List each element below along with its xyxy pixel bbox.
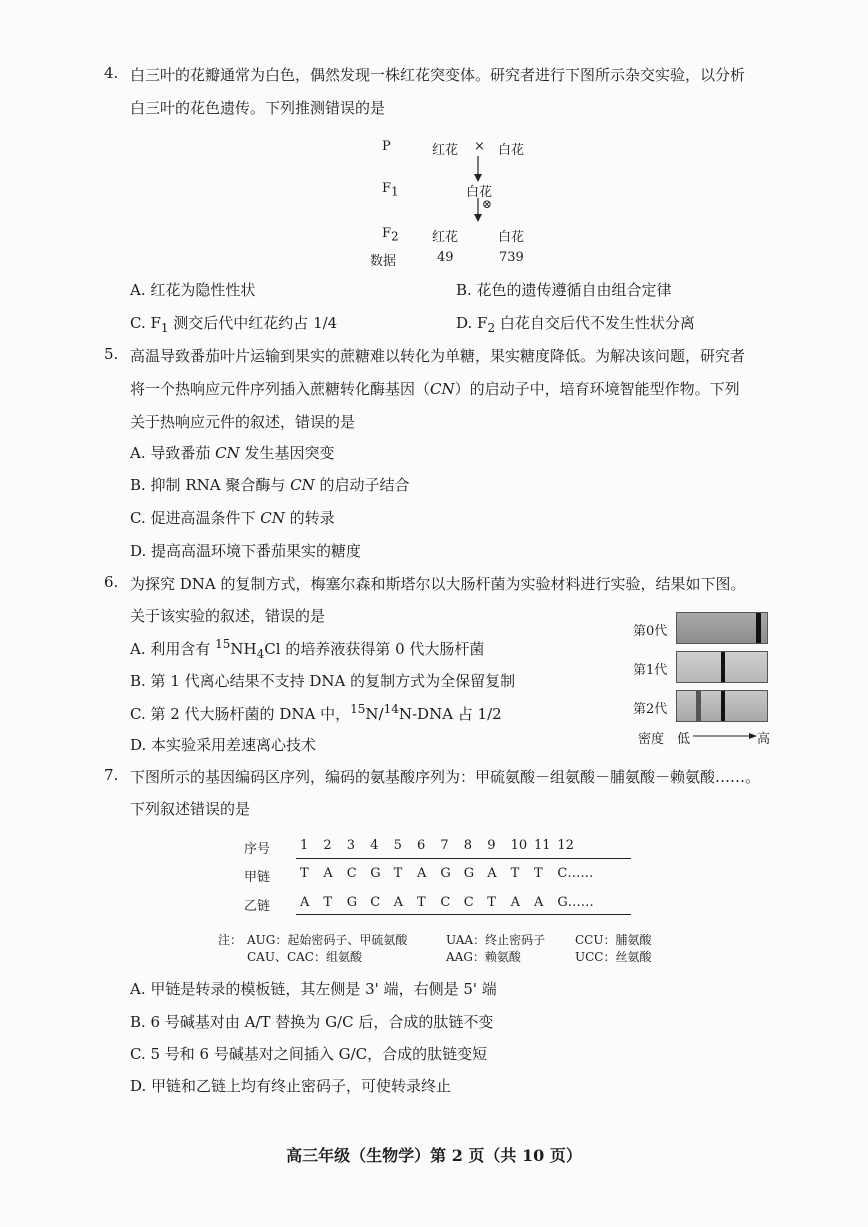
q6-option-c: C. 第 2 代大肠杆菌的 DNA 中，$^{15}$N/$^{14}$N-DNA 占 1/2 — [130, 702, 502, 723]
q7-option-c: C. 5 号和 6 号碱基对之间插入 G/C，合成的肽链变短 — [130, 1045, 488, 1063]
q4-number: 4. — [104, 64, 119, 82]
index-cell: 7 — [440, 838, 449, 853]
cross-sign: × — [474, 139, 485, 154]
chain-a-base: T — [510, 866, 520, 881]
q4-option-d: D. $F_2$ 白花自交后代不发生性状分离 — [456, 314, 695, 335]
chain-a-top-line — [296, 858, 631, 859]
gen1-tube — [676, 651, 768, 683]
index-cell: 2 — [323, 838, 332, 853]
f2-white: 白花 — [498, 230, 525, 245]
chain-b-base: T — [417, 895, 426, 910]
index-cell: 10 — [510, 838, 528, 853]
note-ucc: UCC：丝氨酸 — [575, 950, 652, 964]
gen2-light-band — [696, 691, 701, 721]
gen1-band — [721, 652, 725, 682]
q7-stem-line1: 下图所示的基因编码区序列，编码的氨基酸序列为：甲硫氨酸－组氨酸－脯氨酸－赖氨酸……。 — [130, 768, 761, 786]
page-footer: 高三年级（生物学）第 2 页（共 10 页） — [286, 1146, 582, 1165]
q5-stem-line2: 将一个热响应元件序列插入蔗糖转化酶基因（CN）的启动子中，培育环境智能型作物。下列 — [130, 380, 740, 398]
f2-red: 红花 — [432, 230, 459, 245]
q5-option-b: B. 抑制 RNA 聚合酶与 CN 的启动子结合 — [130, 476, 410, 494]
chain-b-base: T — [323, 895, 333, 910]
gen0-band — [756, 613, 761, 643]
index-cell: 1 — [300, 838, 309, 853]
q6-number: 6. — [104, 573, 119, 591]
p-red: 红花 — [432, 143, 459, 158]
chain-b-base: C — [370, 895, 381, 910]
chain-a-base: A — [417, 866, 427, 881]
gen2-hybrid-band — [721, 691, 725, 721]
chain-a-base: C — [346, 866, 357, 881]
q7-number: 7. — [104, 766, 119, 784]
chain-a-base: G — [463, 866, 475, 881]
chain-b-base: G…… — [557, 895, 594, 910]
note-uaa: UAA：终止密码子 — [446, 933, 546, 947]
f1-label: $F_1$ — [382, 181, 399, 199]
note-ccu: CCU：脯氨酸 — [575, 933, 652, 947]
chain-b-base: T — [487, 895, 496, 910]
chain-a-base: G — [370, 866, 381, 881]
density-label: 密度 — [638, 732, 665, 747]
note-prefix: 注： — [218, 933, 243, 947]
q7-option-b: B. 6 号碱基对由 A/T 替换为 G/C 后，合成的肽链不变 — [130, 1013, 494, 1031]
index-cell: 6 — [417, 838, 426, 853]
chain-b-base: C — [463, 895, 474, 910]
q6-stem-line1: 为探究 DNA 的复制方式，梅塞尔森和斯塔尔以大肠杆菌为实验材料进行实验，结果如下图。 — [130, 575, 746, 593]
f1-white: 白花 — [466, 185, 493, 200]
chain-b-base: C — [440, 895, 451, 910]
q4-stem-line2: 白三叶的花色遗传。下列推测错误的是 — [130, 99, 386, 117]
chain-a-base: A — [487, 866, 497, 881]
chain-a-base: C…… — [557, 866, 594, 881]
q7-option-a: A. 甲链是转录的模板链，其左侧是 3' 端，右侧是 5' 端 — [130, 980, 497, 998]
q5-number: 5. — [104, 345, 119, 363]
q5-option-d: D. 提高高温环境下番茄果实的糖度 — [130, 542, 362, 560]
index-cell: 11 — [534, 838, 551, 853]
note-aag: AAG：赖氨酸 — [446, 950, 521, 964]
chain-b-label: 乙链 — [244, 899, 271, 914]
chain-b-bottom-line — [296, 914, 631, 915]
index-cell: 5 — [393, 838, 402, 853]
index-label: 序号 — [244, 842, 271, 857]
gen0-tube — [676, 612, 768, 644]
chain-a-base: T — [300, 866, 309, 881]
note-aug: AUG：起始密码子、甲硫氨酸 — [247, 933, 408, 947]
chain-a-base: G — [440, 866, 451, 881]
arrow-down-icon — [472, 156, 484, 182]
chain-a-base: T — [393, 866, 403, 881]
index-cell: 9 — [487, 838, 496, 853]
gen0-label: 第0代 — [633, 624, 668, 639]
q6-option-a: A. 利用含有 $^{15}NH_4Cl$ 的培养液获得第 0 代大肠杆菌 — [130, 637, 485, 661]
chain-b-base: A — [300, 895, 310, 910]
q5-option-a: A. 导致番茄 CN 发生基因突变 — [130, 444, 335, 462]
index-cell: 12 — [557, 838, 574, 853]
q5-stem-line1: 高温导致番茄叶片运输到果实的蔗糖难以转化为单糖，果实糖度降低。为解决该问题，研究者 — [130, 347, 746, 365]
q4-option-c: C. $F_1$ 测交后代中红花约占 1/4 — [130, 314, 338, 335]
chain-b-base: G — [346, 895, 358, 910]
index-cell: 4 — [370, 838, 379, 853]
chain-b-base: A — [534, 895, 544, 910]
p-label: P — [382, 139, 391, 154]
q5-stem-line3: 关于热响应元件的叙述，错误的是 — [130, 413, 356, 431]
chain-a-label: 甲链 — [244, 870, 271, 885]
index-cell: 8 — [463, 838, 473, 853]
count-white: 739 — [499, 250, 524, 265]
density-low: 低 — [677, 732, 691, 747]
chain-a-base: A — [323, 866, 333, 881]
chain-b-base: A — [510, 895, 520, 910]
chain-b-base: A — [393, 895, 403, 910]
count-red: 49 — [437, 250, 454, 265]
note-cau-cac: CAU、CAC：组氨酸 — [247, 950, 362, 964]
p-white: 白花 — [498, 143, 525, 158]
gen2-tube — [676, 690, 768, 722]
chain-a-base: T — [534, 866, 543, 881]
gen2-label: 第2代 — [633, 702, 668, 717]
density-high: 高 — [757, 732, 771, 747]
count-label: 数据 — [370, 254, 397, 269]
q4-stem-line1: 白三叶的花瓣通常为白色，偶然发现一株红花突变体。研究者进行下图所示杂交实验，以分析 — [130, 66, 746, 84]
q7-option-d: D. 甲链和乙链上均有终止密码子，可使转录终止 — [130, 1077, 452, 1095]
q7-stem-line2: 下列叙述错误的是 — [130, 800, 251, 818]
f2-label: $F_2$ — [382, 226, 399, 244]
q6-option-d: D. 本实验采用差速离心技术 — [130, 736, 317, 754]
selfing-icon: ⊗ — [482, 197, 493, 211]
gen1-label: 第1代 — [633, 663, 668, 678]
q4-option-b: B. 花色的遗传遵循自由组合定律 — [456, 281, 672, 299]
q5-option-c: C. 促进高温条件下 CN 的转录 — [130, 509, 335, 527]
arrow-right-icon — [693, 731, 757, 741]
q4-option-a: A. 红花为隐性性状 — [130, 281, 256, 299]
q6-stem-line2: 关于该实验的叙述，错误的是 — [130, 607, 326, 625]
q6-option-b: B. 第 1 代离心结果不支持 DNA 的复制方式为全保留复制 — [130, 672, 516, 690]
index-cell: 3 — [346, 838, 356, 853]
